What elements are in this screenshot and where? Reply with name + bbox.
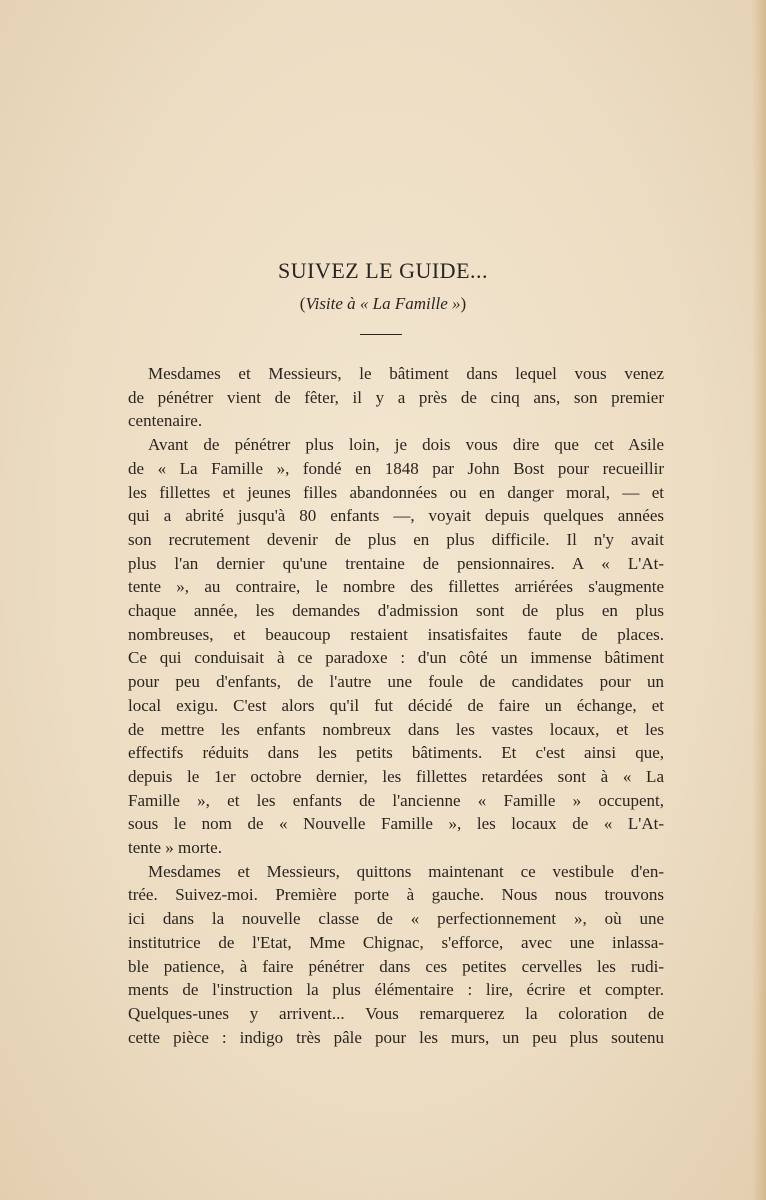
- text-line: ici dans la nouvelle classe de « perfectionnement », où une: [128, 909, 664, 929]
- text-line: nombreuses, et beaucoup restaient insatisfaites faute de places.: [128, 624, 664, 644]
- text-line: depuis le 1er octobre dernier, les fillettes retardées sont à « La: [128, 766, 664, 786]
- page-edge-shadow: [752, 0, 766, 1200]
- text-line: ble patience, à faire pénétrer dans ces petites cervelles les rudi-: [128, 956, 664, 976]
- subtitle-close-paren: ): [460, 294, 467, 313]
- page-subtitle: [0, 294, 766, 314]
- subtitle-text: Visite à « La Famille »: [305, 294, 461, 313]
- text-line: Ce qui conduisait à ce paradoxe : d'un côté un immense bâtiment: [128, 648, 664, 668]
- text-line: plus l'an dernier qu'une trentaine de pensionnaires. A « L'At-: [128, 553, 664, 573]
- text-line: centenaire.: [128, 411, 203, 431]
- text-line: Mesdames et Messieurs, le bâtiment dans lequel vous venez: [148, 364, 664, 383]
- text-line: de mettre les enfants nombreux dans les vastes locaux, et les: [128, 719, 664, 739]
- text-line: Mesdames et Messieurs, quittons maintenant ce vestibule d'en-: [148, 861, 664, 881]
- text-line: tente » morte.: [128, 838, 222, 858]
- text-line: chaque année, les demandes d'admission sont de plus en plus: [128, 601, 664, 621]
- text-line: de « La Famille », fondé en 1848 par John Bost pour recueillir: [128, 458, 664, 478]
- text-line: trée. Suivez-moi. Première porte à gauche. Nous nous trouvons: [128, 885, 664, 905]
- text-line: son recrutement devenir de plus en plus difficile. Il n'y avait: [128, 529, 664, 549]
- text-line: pour peu d'enfants, de l'autre une foule de candidates pour un: [128, 672, 664, 692]
- text-line: cette pièce : indigo très pâle pour les murs, un peu plus soutenu: [128, 1027, 664, 1047]
- text-line: Famille », et les enfants de l'ancienne « Famille » occupent,: [128, 790, 664, 810]
- paragraph-3: [128, 860, 664, 1050]
- text-line: institutrice de l'Etat, Mme Chignac, s'efforce, avec une inlassa-: [128, 932, 664, 952]
- title-divider: [360, 334, 402, 335]
- paragraph-2: [128, 433, 664, 860]
- text-line: effectifs réduits dans les petits bâtiments. Et c'est ainsi que,: [128, 743, 664, 763]
- text-line: de pénétrer vient de fêter, il y a près de cinq ans, son premier: [128, 387, 664, 407]
- subtitle-open-paren: (: [299, 294, 306, 313]
- text-line: ments de l'instruction la plus élémentaire : lire, écrire et compter.: [128, 980, 664, 1000]
- text-line: Quelques-unes y arrivent... Vous remarquerez la coloration de: [128, 1003, 664, 1023]
- paragraph-1: [128, 362, 664, 433]
- text-line: qui a abrité jusqu'à 80 enfants —, voyait depuis quelques années: [128, 506, 664, 526]
- page-title: SUIVEZ LE GUIDE...: [277, 258, 489, 283]
- text-line: sous le nom de « Nouvelle Famille », les locaux de « L'At-: [128, 814, 664, 834]
- text-line: Avant de pénétrer plus loin, je dois vous dire que cet Asile: [148, 435, 664, 455]
- text-line: tente », au contraire, le nombre des fillettes arriérées s'augmente: [128, 577, 664, 597]
- body-text: [128, 362, 664, 1049]
- text-line: local exigu. C'est alors qu'il fut décidé de faire un échange, et: [128, 695, 664, 715]
- text-line: les fillettes et jeunes filles abandonnées ou en danger moral, — et: [128, 482, 664, 502]
